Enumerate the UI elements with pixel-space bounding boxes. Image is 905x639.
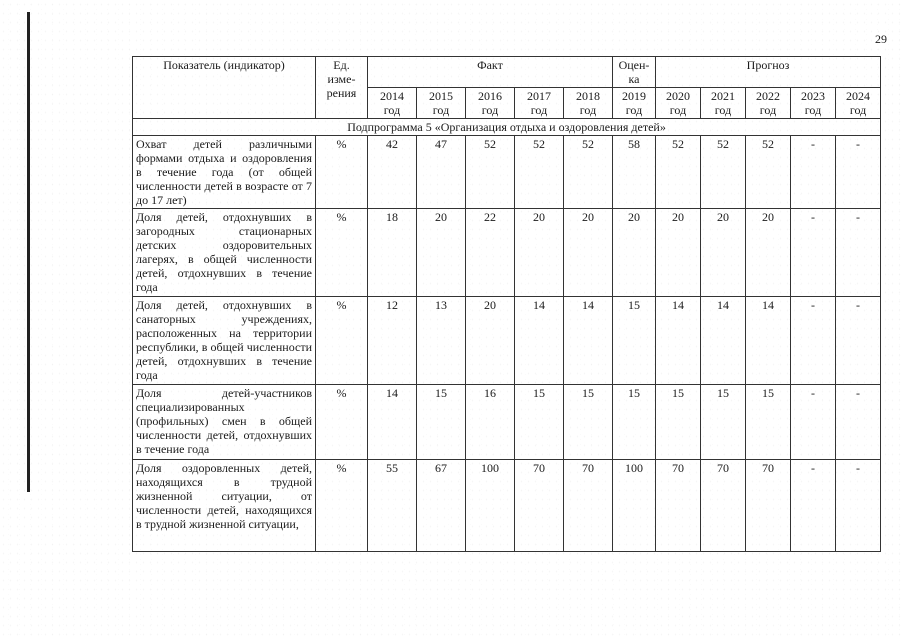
value-cell: - — [836, 209, 881, 297]
value-cell: 14 — [368, 385, 417, 460]
value-cell: 52 — [656, 136, 701, 209]
value-cell: 20 — [613, 209, 656, 297]
value-cell: 52 — [564, 136, 613, 209]
value-cell: - — [791, 460, 836, 552]
value-cell: 100 — [613, 460, 656, 552]
value-cell: 15 — [656, 385, 701, 460]
estimate-header: Оцен- ка — [613, 57, 656, 88]
value-cell: - — [836, 385, 881, 460]
year-header: 2022 год — [746, 88, 791, 119]
table-row — [133, 136, 881, 209]
value-cell: 70 — [656, 460, 701, 552]
section-row — [133, 119, 881, 136]
value-cell: 42 — [368, 136, 417, 209]
value-cell: 14 — [656, 297, 701, 385]
value-cell: 15 — [564, 385, 613, 460]
value-cell: 15 — [746, 385, 791, 460]
table-row — [133, 385, 881, 460]
year-header: 2020 год — [656, 88, 701, 119]
indicators-table — [132, 56, 881, 552]
year-header: 2018 год — [564, 88, 613, 119]
value-cell: 15 — [515, 385, 564, 460]
value-cell: - — [791, 136, 836, 209]
fact-header: Факт — [368, 57, 613, 88]
value-cell: 15 — [417, 385, 466, 460]
value-cell: 15 — [613, 385, 656, 460]
value-cell: - — [791, 297, 836, 385]
unit-cell: % — [316, 297, 368, 385]
binding-edge — [27, 12, 30, 492]
indicator-cell: Доля детей, отдохнувших в санаторных учреждениях, расположенных на территории республики, в общей численности детей, отдохнувших в течение года — [133, 297, 316, 385]
value-cell: 14 — [746, 297, 791, 385]
table-row — [133, 460, 881, 552]
value-cell: 70 — [701, 460, 746, 552]
indicator-cell: Доля детей-участников специализированных (профильных) смен в общей численности детей, отдохнувших в течение года — [133, 385, 316, 460]
value-cell: 20 — [746, 209, 791, 297]
value-cell: 13 — [417, 297, 466, 385]
forecast-header: Прогноз — [656, 57, 881, 88]
unit-header: Ед. изме- рения — [316, 57, 368, 119]
year-header: 2019 год — [613, 88, 656, 119]
value-cell: - — [836, 460, 881, 552]
value-cell: 52 — [466, 136, 515, 209]
header-row-groups — [133, 57, 881, 88]
table-row — [133, 209, 881, 297]
value-cell: 58 — [613, 136, 656, 209]
value-cell: - — [836, 136, 881, 209]
year-header: 2016 год — [466, 88, 515, 119]
value-cell: 12 — [368, 297, 417, 385]
value-cell: 16 — [466, 385, 515, 460]
unit-cell: % — [316, 385, 368, 460]
year-header: 2017 год — [515, 88, 564, 119]
value-cell: 52 — [746, 136, 791, 209]
value-cell: - — [791, 385, 836, 460]
value-cell: 15 — [613, 297, 656, 385]
indicator-cell: Доля оздоровленных детей, находящихся в трудной жизненной ситуации, от численности детей, находящихся в трудной жизненной ситуации, — [133, 460, 316, 552]
table-row — [133, 297, 881, 385]
value-cell: 70 — [564, 460, 613, 552]
year-header: 2023 год — [791, 88, 836, 119]
value-cell: 20 — [564, 209, 613, 297]
year-header: 2015 год — [417, 88, 466, 119]
value-cell: 52 — [515, 136, 564, 209]
page-number: 29 — [875, 32, 887, 46]
indicator-header: Показатель (индикатор) — [133, 57, 316, 119]
value-cell: 70 — [515, 460, 564, 552]
year-header: 2021 год — [701, 88, 746, 119]
value-cell: 67 — [417, 460, 466, 552]
value-cell: 14 — [701, 297, 746, 385]
value-cell: 55 — [368, 460, 417, 552]
value-cell: 18 — [368, 209, 417, 297]
value-cell: 20 — [417, 209, 466, 297]
indicator-cell: Охват детей различными формами отдыха и оздоровления в течение года (от общей численности детей в возрасте от 7 до 17 лет) — [133, 136, 316, 209]
value-cell: - — [836, 297, 881, 385]
value-cell: 15 — [701, 385, 746, 460]
value-cell: 22 — [466, 209, 515, 297]
value-cell: 70 — [746, 460, 791, 552]
year-header: 2014 год — [368, 88, 417, 119]
section-title: Подпрограмма 5 «Организация отдыха и оздоровления детей» — [133, 119, 881, 136]
value-cell: 47 — [417, 136, 466, 209]
value-cell: 52 — [701, 136, 746, 209]
unit-cell: % — [316, 460, 368, 552]
unit-cell: % — [316, 136, 368, 209]
value-cell: - — [791, 209, 836, 297]
value-cell: 20 — [701, 209, 746, 297]
value-cell: 14 — [515, 297, 564, 385]
year-header: 2024 год — [836, 88, 881, 119]
value-cell: 100 — [466, 460, 515, 552]
value-cell: 20 — [466, 297, 515, 385]
value-cell: 14 — [564, 297, 613, 385]
value-cell: 20 — [656, 209, 701, 297]
unit-cell: % — [316, 209, 368, 297]
indicator-cell: Доля детей, отдохнувших в загородных стационарных детских оздоровительных лагерях, в общей численности детей, отдохнувших в течение года — [133, 209, 316, 297]
value-cell: 20 — [515, 209, 564, 297]
